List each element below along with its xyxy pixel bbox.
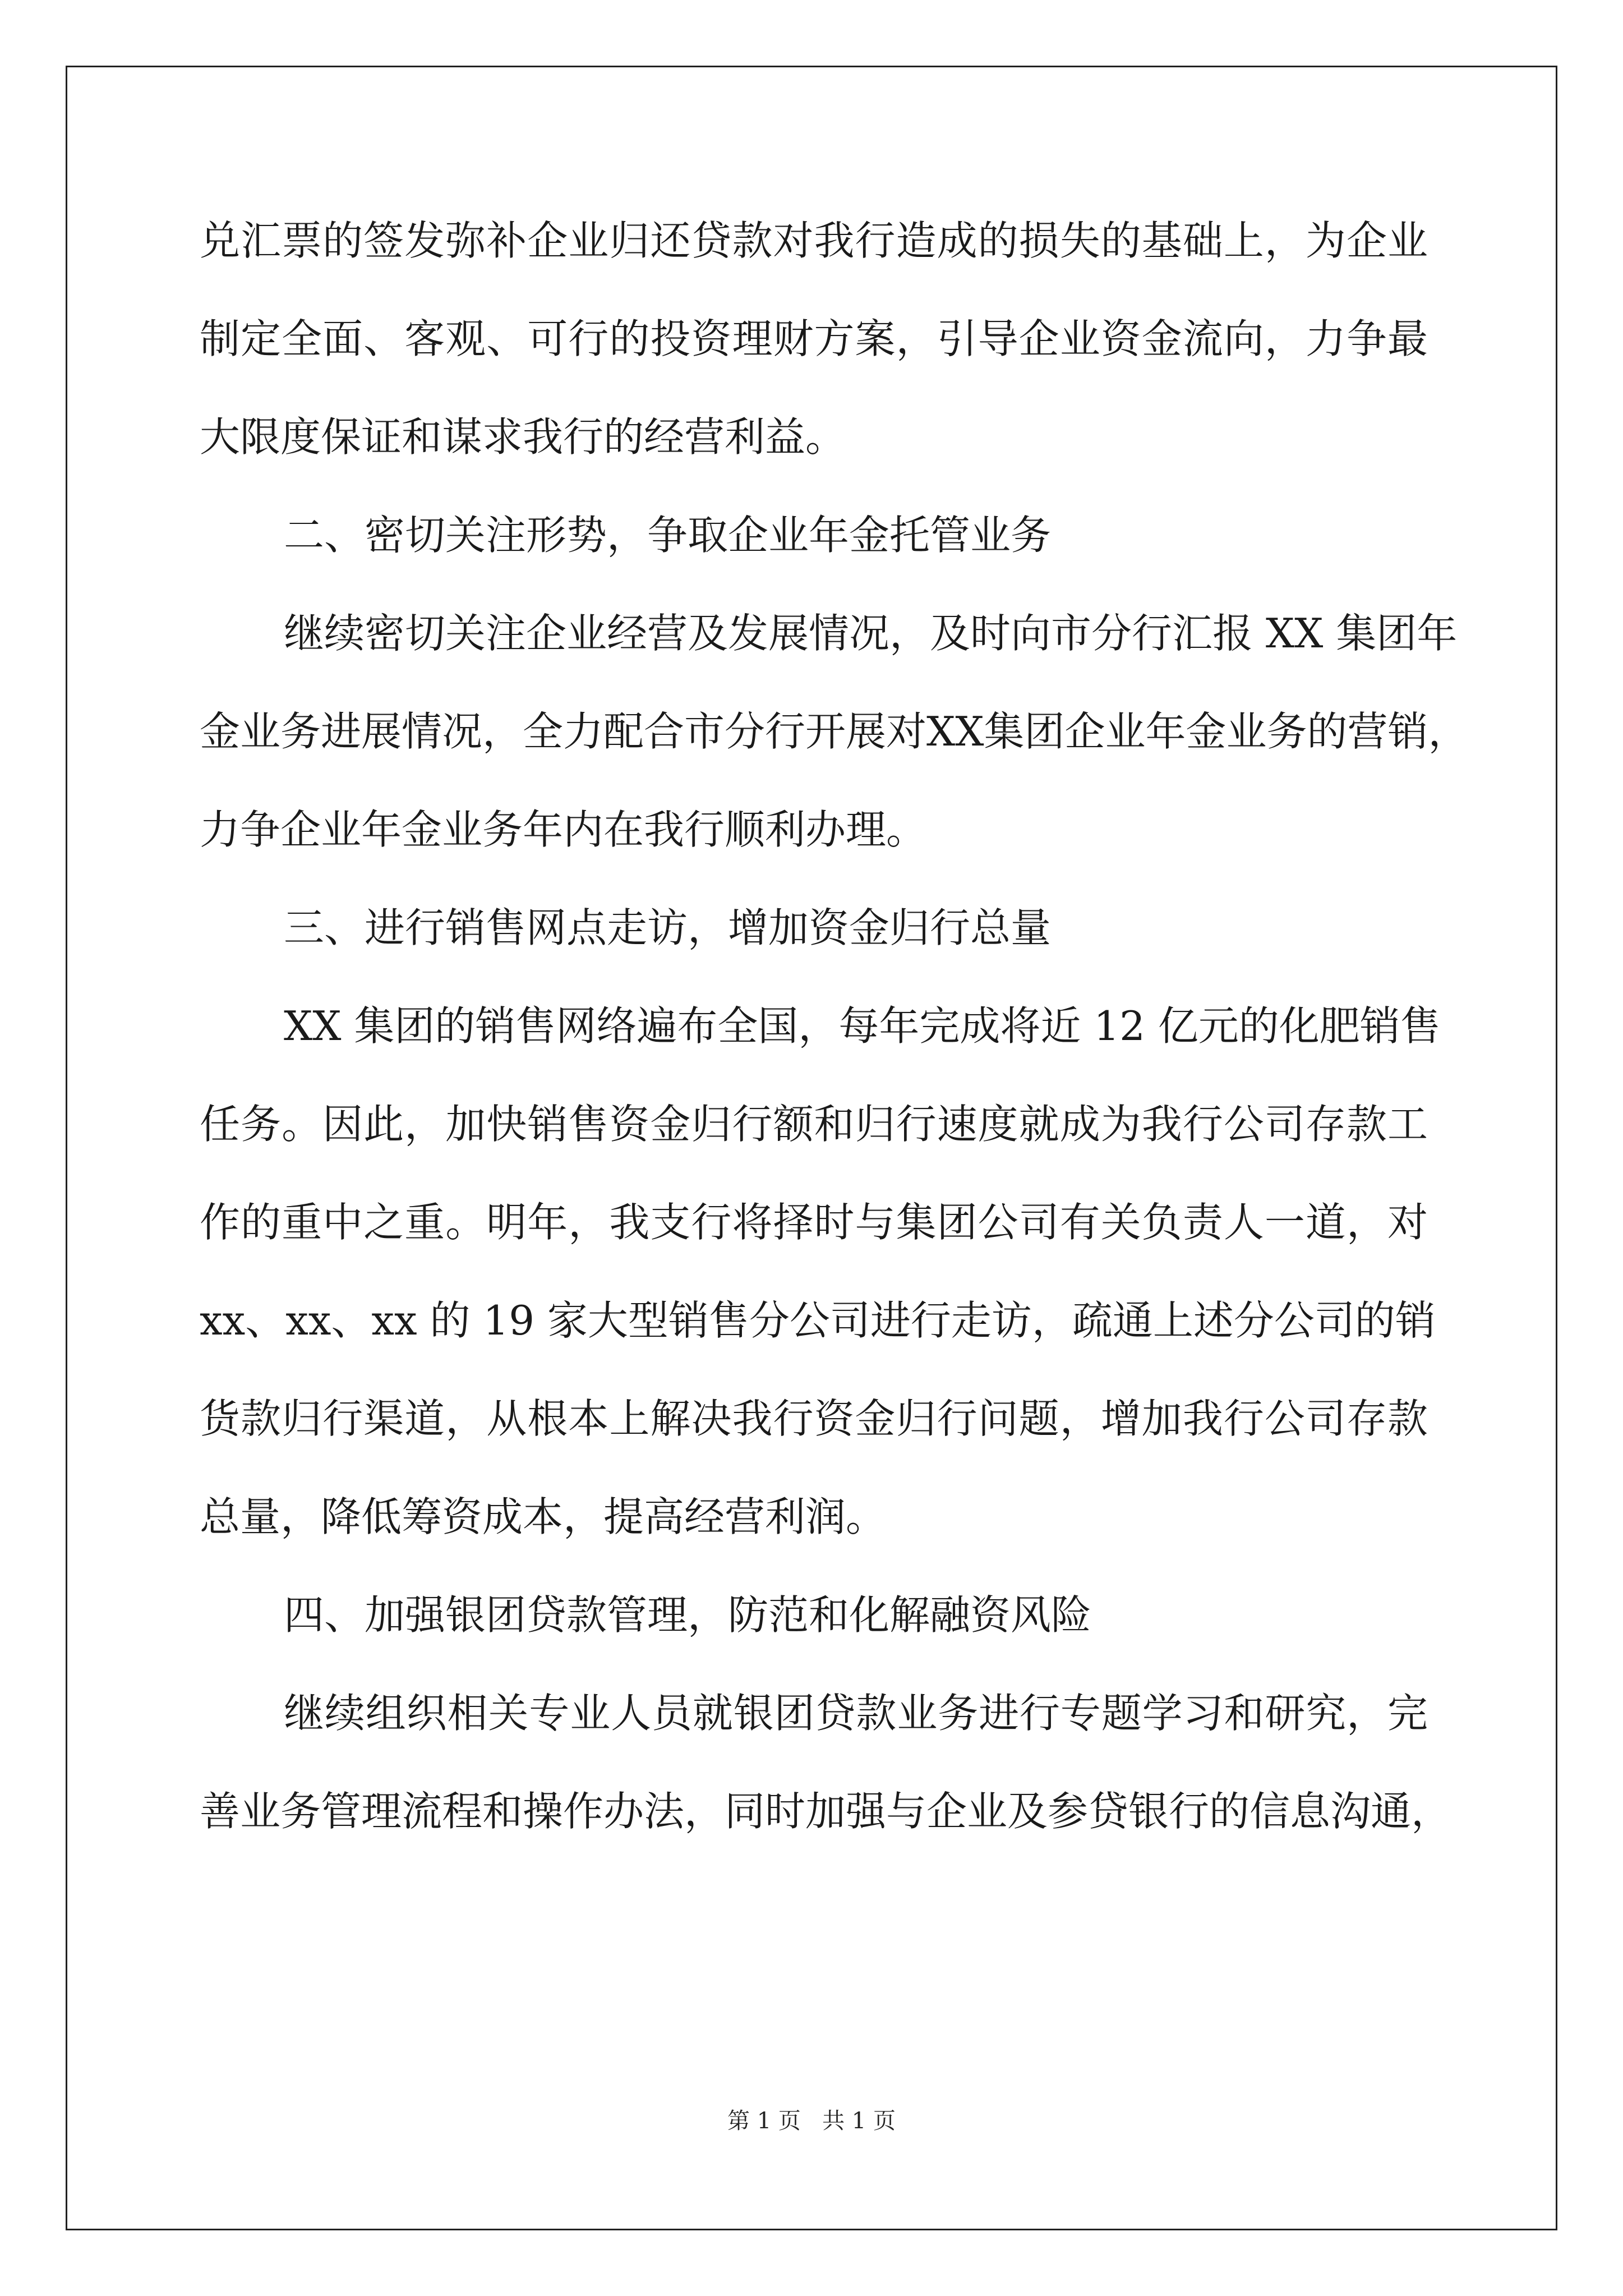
section-heading: 二、密切关注形势，争取企业年金托管业务 <box>284 512 1052 559</box>
document-body <box>200 216 1469 1885</box>
body-line: 力争企业年金业务年内在我行顺利办理。 <box>200 806 927 853</box>
body-line: 作的重中之重。明年，我支行将择时与集团公司有关负责人一道，对 <box>200 1199 1428 1246</box>
body-line: 继续组织相关专业人员就银团贷款业务进行专题学习和研究，完 <box>284 1690 1428 1737</box>
body-line: xx、xx、xx 的 19 家大型销售分公司进行走访，疏通上述分公司的销 <box>200 1297 1436 1344</box>
body-line: 金业务进展情况，全力配合市分行开展对XX集团企业年金业务的营销， <box>200 708 1469 755</box>
page-number-footer: 第 1 页 共 1 页 <box>727 2108 896 2134</box>
section-heading: 四、加强银团贷款管理，防范和化解融资风险 <box>284 1591 1092 1639</box>
body-line: XX 集团的销售网络遍布全国，每年完成将近 12 亿元的化肥销售 <box>284 1002 1441 1050</box>
body-line: 任务。因此，加快销售资金归行额和归行速度就成为我行公司存款工 <box>200 1101 1428 1148</box>
body-line: 兑汇票的签发弥补企业归还贷款对我行造成的损失的基础上，为企业 <box>200 217 1428 264</box>
body-line: 货款归行渠道，从根本上解决我行资金归行问题，增加我行公司存款 <box>200 1395 1428 1442</box>
body-line: 继续密切关注企业经营及发展情况，及时向市分行汇报 XX 集团年 <box>284 610 1458 657</box>
body-line: 大限度保证和谋求我行的经营利益。 <box>200 413 846 461</box>
body-line: 制定全面、客观、可行的投资理财方案，引导企业资金流向，力争最 <box>200 315 1428 362</box>
body-line: 总量，降低筹资成本，提高经营利润。 <box>200 1493 887 1540</box>
section-heading: 三、进行销售网点走访，增加资金归行总量 <box>284 904 1052 951</box>
body-line: 善业务管理流程和操作办法，同时加强与企业及参贷银行的信息沟通， <box>200 1788 1452 1835</box>
